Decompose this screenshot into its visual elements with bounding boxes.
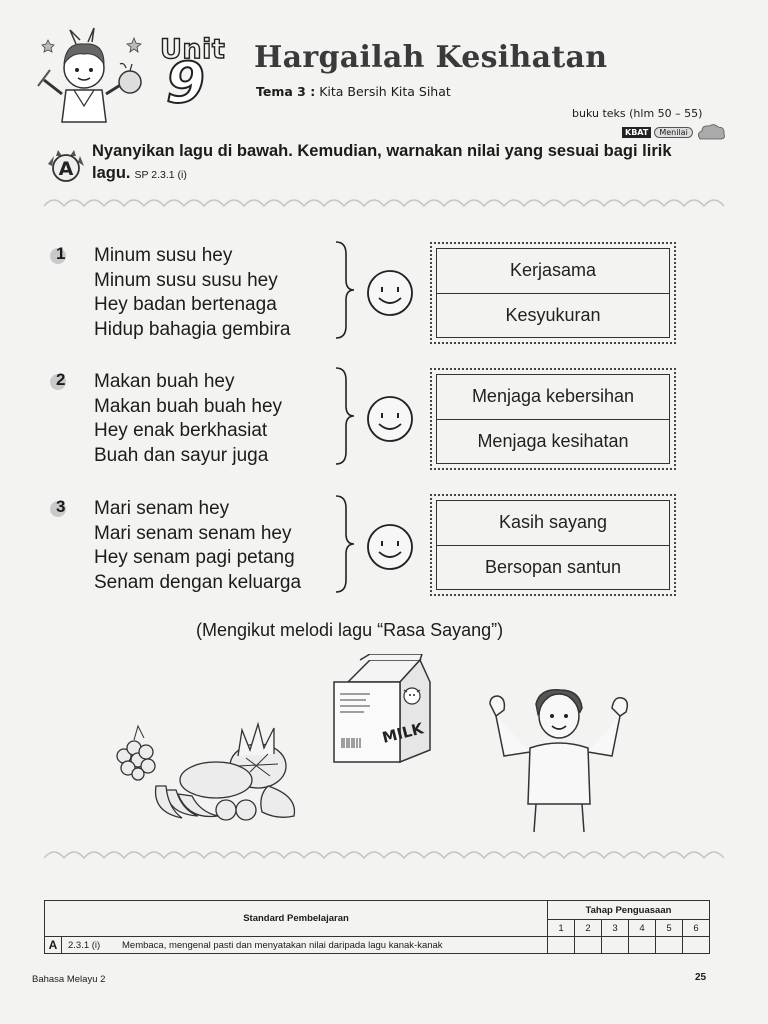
- right-brace-icon: [334, 494, 356, 594]
- melody-note: (Mengikut melodi lagu “Rasa Sayang”): [196, 620, 504, 640]
- lyric-line: Hey senam pagi petang: [94, 547, 295, 568]
- lyric-line: Minum susu susu hey: [94, 269, 278, 291]
- verse-number: 1: [56, 244, 66, 263]
- value-options-2: [430, 368, 676, 470]
- lyric-line: Mari senam senam hey: [94, 522, 292, 544]
- book-title: Bahasa Melayu 2: [32, 974, 106, 985]
- kbat-skill: Menilai: [654, 127, 692, 138]
- unit-label: Unit: [160, 34, 226, 65]
- verse-lyrics: [94, 497, 301, 595]
- level-number: 4: [629, 920, 656, 937]
- lyric-line: Makan buah hey: [94, 371, 235, 392]
- kbat-tag: KBAT: [622, 127, 651, 138]
- lyric-line: Hey enak berkhasiat: [94, 420, 268, 441]
- value-options-1: [430, 242, 676, 344]
- value-option[interactable]: Menjaga kesihatan: [437, 419, 669, 464]
- lyric-line: Senam dengan keluarga: [94, 571, 302, 593]
- smiley-face-icon: [365, 522, 415, 572]
- milk-label: MILK: [380, 719, 426, 747]
- level-number: 2: [575, 920, 602, 937]
- thought-cloud-icon: [696, 123, 726, 141]
- sp-code: SP 2.3.1 (i): [134, 169, 187, 181]
- verse-number: 3: [56, 497, 66, 516]
- lyric-line: Hidup bahagia gembira: [94, 318, 291, 340]
- level-number: 6: [683, 920, 710, 937]
- mascot-illustration: [36, 24, 148, 124]
- standard-description: Membaca, mengenal pasti dan menyatakan nilai daripada lagu kanak-kanak: [116, 937, 548, 954]
- row-letter: A: [45, 937, 62, 954]
- value-option[interactable]: Kerjasama: [509, 260, 597, 281]
- section-letter: A: [58, 158, 74, 180]
- standard-header: Standard Pembelajaran: [45, 901, 548, 937]
- boy-flexing-illustration: [484, 686, 634, 832]
- milk-carton-illustration: [330, 654, 434, 764]
- lyric-line: Hey badan bertenaga: [94, 294, 277, 315]
- scallop-divider: [44, 194, 724, 214]
- lyric-line: Buah dan sayur juga: [94, 444, 269, 466]
- value-option[interactable]: Kesyukuran: [437, 293, 669, 338]
- mastery-checkbox[interactable]: [656, 937, 683, 954]
- value-options-3: [430, 494, 676, 596]
- mastery-checkbox[interactable]: [683, 937, 710, 954]
- section-a-badge-icon: [44, 146, 88, 184]
- textbook-reference: buku teks (hlm 50 – 55): [572, 107, 703, 120]
- mastery-level-header: Tahap Penguasaan: [548, 901, 710, 920]
- kbat-badge: [622, 123, 726, 141]
- value-option[interactable]: Kasih sayang: [498, 512, 608, 533]
- smiley-face-icon: [365, 394, 415, 444]
- value-option[interactable]: Menjaga kebersihan: [471, 386, 635, 407]
- fruits-illustration: [108, 716, 304, 826]
- level-number: 5: [656, 920, 683, 937]
- right-brace-icon: [334, 366, 356, 466]
- table-row: [45, 937, 710, 954]
- verse-number: 2: [56, 370, 66, 389]
- verse-lyrics: [94, 244, 290, 342]
- unit-number: 9: [166, 51, 205, 116]
- instruction-body: Nyanyikan lagu di bawah. Kemudian, warnakan nilai yang sesuai bagi lirik lagu.: [92, 142, 672, 182]
- value-option[interactable]: Bersopan santun: [437, 545, 669, 590]
- mastery-checkbox[interactable]: [629, 937, 656, 954]
- theme-line: [256, 84, 451, 99]
- lyric-line: Mari senam hey: [94, 498, 230, 519]
- scallop-divider: [44, 846, 724, 866]
- level-number: 1: [548, 920, 575, 937]
- standard-code: 2.3.1 (i): [62, 937, 117, 954]
- mastery-checkbox[interactable]: [602, 937, 629, 954]
- right-brace-icon: [334, 240, 356, 340]
- theme-name: Kita Bersih Kita Sihat: [319, 84, 451, 99]
- theme-label: Tema 3 :: [256, 84, 316, 99]
- learning-standards-table: [44, 900, 710, 954]
- mastery-checkbox[interactable]: [548, 937, 575, 954]
- verse-lyrics: [94, 370, 282, 468]
- level-number: 3: [602, 920, 629, 937]
- page-number: 25: [695, 972, 707, 983]
- instruction-text: [92, 140, 732, 186]
- lyric-line: Minum susu hey: [94, 245, 233, 266]
- smiley-face-icon: [365, 268, 415, 318]
- page-title: Hargailah Kesihatan: [254, 40, 608, 75]
- lyric-line: Makan buah buah hey: [94, 395, 283, 417]
- mastery-checkbox[interactable]: [575, 937, 602, 954]
